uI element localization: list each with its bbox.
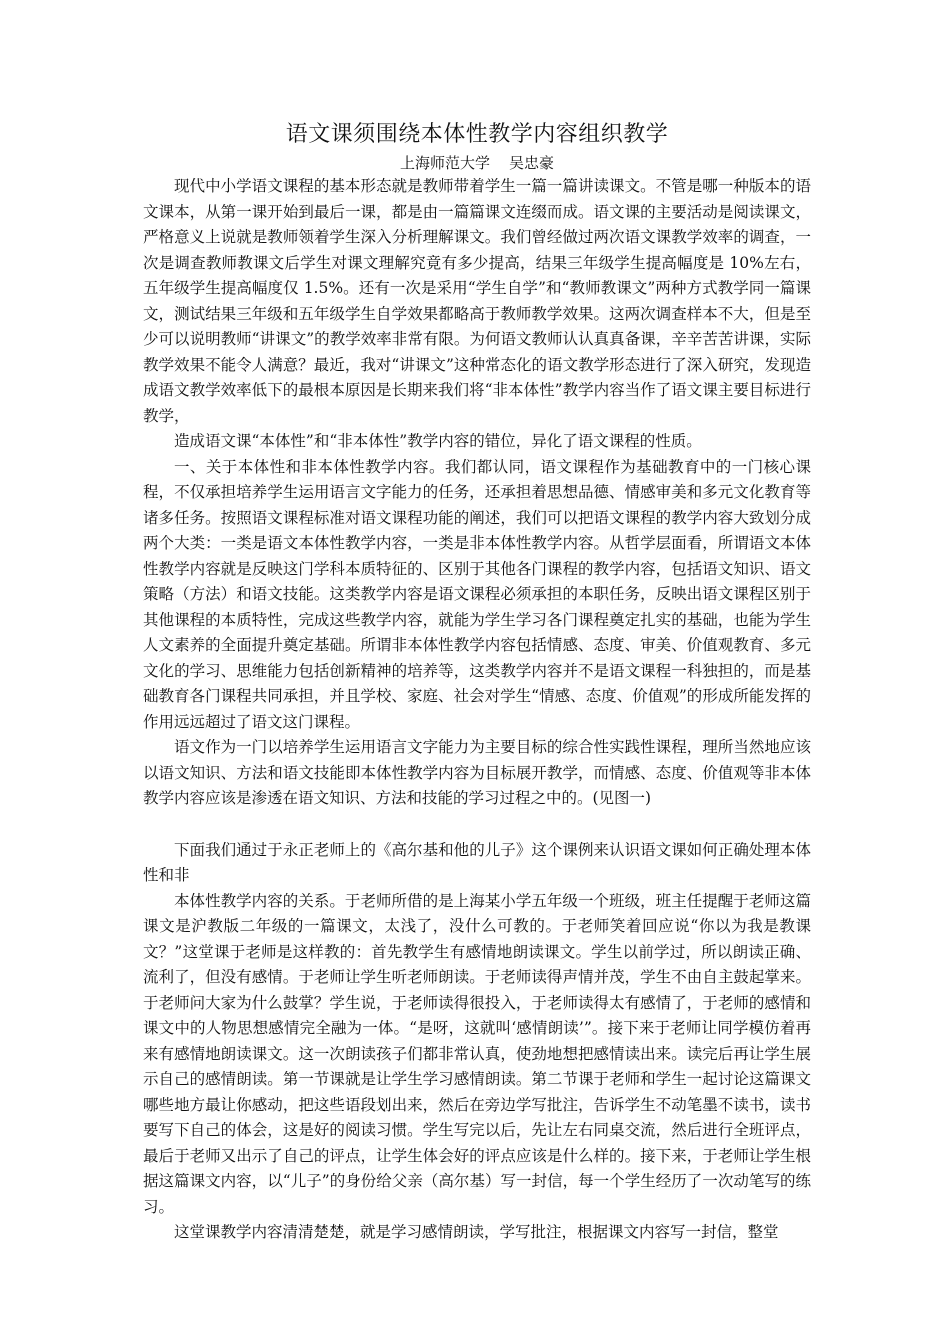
paragraph-2: 造成语文课“本体性”和“非本体性”教学内容的错位，异化了语文课程的性质。 xyxy=(174,432,702,450)
paragraph-4: 语文作为一门以培养学生运用语言文字能力为主要目标的综合性实践性课程，理所当然地应该以语文知识、方法和语文技能即本体性教学内容为目标展开教学，而情感、态度、价值观等非本体教学内容应该是渗透在语文知识、方法和技能的学习过程之中的。(见图一) xyxy=(143,738,811,807)
document-page xyxy=(143,118,811,1246)
author-line: 上海师范大学 吴忠豪 xyxy=(399,154,555,172)
paragraph-5: 下面我们通过于永正老师上的《高尔基和他的儿子》这个课例来认识语文课如何正确处理本体性和非 xyxy=(143,840,811,884)
document-title: 语文课须围绕本体性教学内容组织教学 xyxy=(285,122,669,147)
paragraph-6: 本体性教学内容的关系。于老师所借的是上海某小学五年级一个班级，班主任提醒于老师这篇课文是沪教版二年级的一篇课文，太浅了，没什么可教的。于老师笑着回应说“你以为我是教课文？”这堂课于老师是这样教的：首先教学生有感情地朗读课文。学生以前学过，所以朗读正确、流利了，但没有感情。于老师让学生听老师朗读。于老师读得声情并茂，学生不由自主鼓起掌来。于老师问大家为什么鼓掌？学生说，于老师读得很投入，于老师读得太有感情了，于老师的感情和课文中的人物思想感情完全融为一体。“是呀，这就叫‘感情朗读’”。接下来于老师让同学模仿着再来有感情地朗读课文。这一次朗读孩子们都非常认真，使劲地想把感情读出来。读完后再让学生展示自己的感情朗读。第一节课就是让学生学习感情朗读。第二节课于老师和学生一起讨论这篇课文哪些地方最让你感动，把这些语段划出来，然后在旁边学写批注，告诉学生不动笔墨不读书，读书要写下自己的体会，这是好的阅读习惯。学生写完以后，先让左右同桌交流，然后进行全班评点，最后于老师又出示了自己的评点，让学生体会好的评点应该是什么样的。接下来，于老师让学生根据这篇课文内容，以“儿子”的身份给父亲（高尔基）写一封信，每一个学生经历了一次动笔写的练习。 xyxy=(143,891,811,1216)
paragraph-1: 现代中小学语文课程的基本形态就是教师带着学生一篇一篇讲读课文。不管是哪一种版本的语文课本，从第一课开始到最后一课，都是由一篇篇课文连缀而成。语文课的主要活动是阅读课文，严格意义上说就是教师领着学生深入分析理解课文。我们曾经做过两次语文课教学效率的调查，一次是调查教师教课文后学生对课文理解究竟有多少提高，结果三年级学生提高幅度是 10%左右，五年级学生提高幅度仅 1.5%。还有一次是采用“学生自学”和“教师教课文”两种方式教学同一篇课文，测试结果三年级和五年级学生自学效果都略高于教师教学效果。这两次调查样本不大，但是至少可以说明教师“讲课文”的教学效率非常有限。为何语文教师认认真真备课，辛辛苦苦讲课，实际教学效果不能令人满意？最近，我对“讲课文”这种常态化的语文教学形态进行了深入研究，发现造成语文教学效率低下的最根本原因是长期来我们将“非本体性”教学内容当作了语文课主要目标进行教学， xyxy=(143,177,811,425)
paragraph-7: 这堂课教学内容清清楚楚，就是学习感情朗读，学写批注，根据课文内容写一封信，整堂 xyxy=(174,1223,779,1241)
blank-line xyxy=(143,812,811,838)
paragraph-3: 一、关于本体性和非本体性教学内容。我们都认同，语文课程作为基础教育中的一门核心课程，不仅承担培养学生运用语言文字能力的任务，还承担着思想品德、情感审美和多元文化教育等诸多任务。按照语文课程标准对语文课程功能的阐述，我们可以把语文课程的教学内容大致划分成两个大类：一类是语文本体性教学内容，一类是非本体性教学内容。从哲学层面看，所谓语文本体性教学内容就是反映这门学科本质特征的、区别于其他各门课程的教学内容，包括语文知识、语文策略（方法）和语文技能。这类教学内容是语文课程必须承担的本职任务，反映出语文课程区别于其他课程的本质特性，完成这些教学内容，就能为学生学习各门课程奠定扎实的基础，也能为学生人文素养的全面提升奠定基础。所谓非本体性教学内容包括情感、态度、审美、价值观教育、多元文化的学习、思维能力包括创新精神的培养等，这类教学内容并不是语文课程一科独担的，而是基础教育各门课程共同承担，并且学校、家庭、社会对学生“情感、态度、价值观”的形成所能发挥的作用远远超过了语文这门课程。 xyxy=(143,457,811,731)
